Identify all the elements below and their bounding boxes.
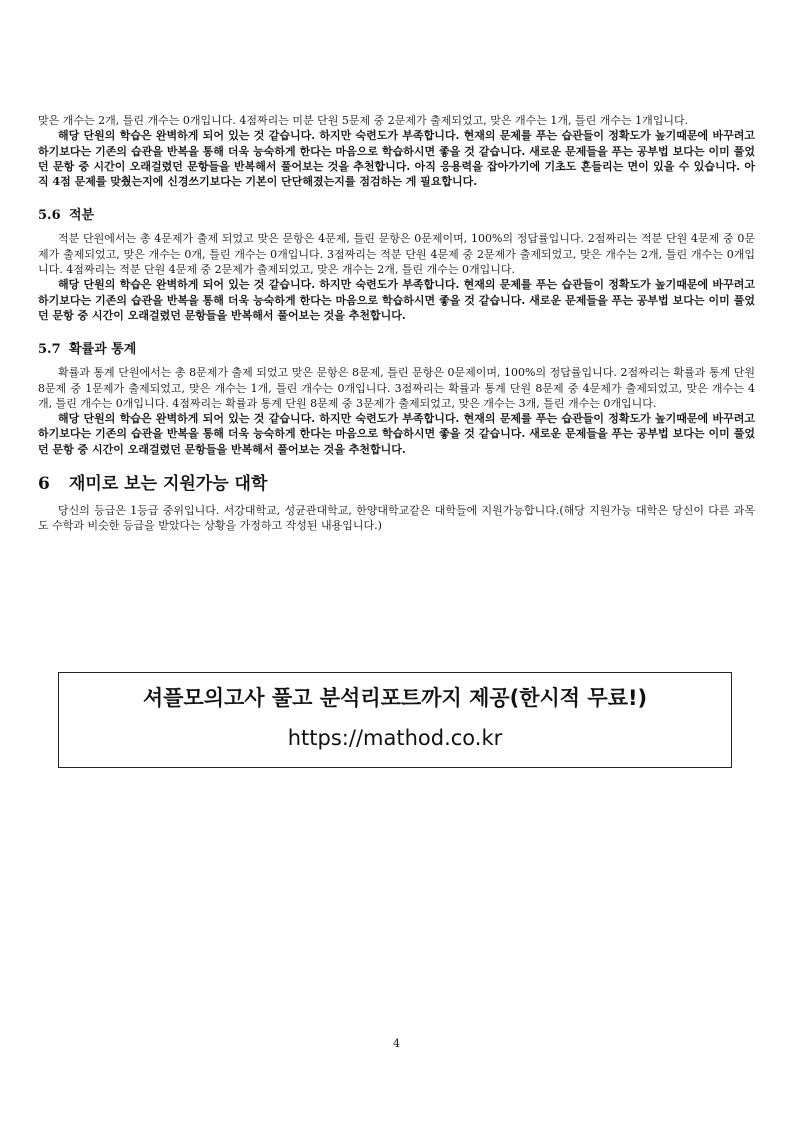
section-title: 재미로 보는 지원가능 대학 [69, 474, 268, 495]
universities-paragraph: 당신의 등급은 1등급 중위입니다. 서강대학교, 성균관대학교, 한양대학교같은 대학들에 지원가능합니다.(해당 지원가능 대학은 당신이 다른 과목도 수학과 비슷한 등급을 받았다는 상황을 가정하고 작성된 내용입니다.) [38, 504, 755, 533]
promo-link[interactable]: https://mathod.co.kr [287, 726, 503, 750]
section-number: 5.6 [38, 208, 61, 224]
section-heading-integral [38, 208, 755, 224]
section-number: 5.7 [38, 342, 61, 358]
intro-paragraph: 맞은 개수는 2개, 틀린 개수는 0개입니다. 4점짜리는 미분 단원 5문제 중 2문제가 출제되었고, 맞은 개수는 1개, 틀린 개수는 1개입니다. [38, 114, 689, 127]
section-title: 확률과 통계 [69, 342, 137, 358]
promo-headline: 셔플모의고사 풀고 분석리포트까지 제공(한시적 무료!) [142, 686, 648, 710]
probability-advice-paragraph: 해당 단원의 학습은 완벽하게 되어 있는 것 같습니다. 하지만 숙련도가 부족합니다. 현재의 문제를 푸는 습관들이 정확도가 높기때문에 바꾸려고 하기보다는 기존의 습관을 반복을 통해 더욱 능숙하게 한다는 마음으로 학습하시면 좋을 것 같습니다. 새로운 문제들을 푸는 공부법 보다는 이미 풀었던 문항 중 시간이 오래걸렸던 문항들을 반복해서 풀어보는 것을 추천합니다. [38, 412, 755, 456]
section-number: 6 [38, 474, 50, 495]
integral-advice-paragraph: 해당 단원의 학습은 완벽하게 되어 있는 것 같습니다. 하지만 숙련도가 부족합니다. 현재의 문제를 푸는 습관들이 정확도가 높기때문에 바꾸려고 하기보다는 기존의 습관을 반복을 통해 더욱 능숙하게 한다는 마음으로 학습하시면 좋을 것 같습니다. 새로운 문제들을 푸는 공부법 보다는 이미 풀었던 문항 중 시간이 오래걸렸던 문항들을 반복해서 풀어보는 것을 추천합니다. [38, 278, 755, 322]
section-heading-probability [38, 342, 755, 358]
section-heading-universities [38, 474, 755, 494]
probability-stats-paragraph: 확률과 통계 단원에서는 총 8문제가 출제 되었고 맞은 문항은 8문제, 틀린 문항은 0문제이며, 100%의 정답률입니다. 2점짜리는 확률과 통계 단원 8문제 중 1문제가 출제되었고, 맞은 개수는 1개, 틀린 개수는 0개입니다. 3점짜리는 확률과 통계 단원 8문제 중 4문제가 출제되었고, 맞은 개수는 4개, 틀린 개수는 0개입니다. 4점짜리는 확률과 통계 단원 8문제 중 3문제가 출제되었고, 맞은 개수는 3개, 틀린 개수는 0개입니다. [38, 366, 755, 410]
page-number: 4 [393, 1037, 400, 1050]
section-title: 적분 [69, 208, 95, 224]
report-body [38, 113, 755, 534]
promo-box [58, 672, 732, 768]
intro-advice-paragraph: 해당 단원의 학습은 완벽하게 되어 있는 것 같습니다. 하지만 숙련도가 부족합니다. 현재의 문제를 푸는 습관들이 정확도가 높기때문에 바꾸려고 하기보다는 기존의 습관을 반복을 통해 더욱 능숙하게 한다는 마음으로 학습하시면 좋을 것 같습니다. 새로운 문제들을 푸는 공부법 보다는 이미 풀었던 문항 중 시간이 오래걸렸던 문항들을 반복해서 풀어보는 것을 추천합니다. 아직 응용력을 잡아가기에 기초도 흔들리는 면이 있을 수 있습니다. 아직 4점 문제를 맞췄는지에 신경쓰기보다는 기본이 단단해졌는지를 점검하는 게 필요합니다. [38, 129, 755, 189]
integral-stats-paragraph: 적분 단원에서는 총 4문제가 출제 되었고 맞은 문항은 4문제, 틀린 문항은 0문제이며, 100%의 정답률입니다. 2점짜리는 적분 단원 4문제 중 0문제가 출제되었고, 맞은 개수는 0개, 틀린 개수는 0개입니다. 3점짜리는 적분 단원 4문제 중 2문제가 출제되었고, 맞은 개수는 2개, 틀린 개수는 0개입니다. 4점짜리는 적분 단원 4문제 중 2문제가 출제되었고, 맞은 개수는 2개, 틀린 개수는 0개입니다. [38, 232, 755, 277]
